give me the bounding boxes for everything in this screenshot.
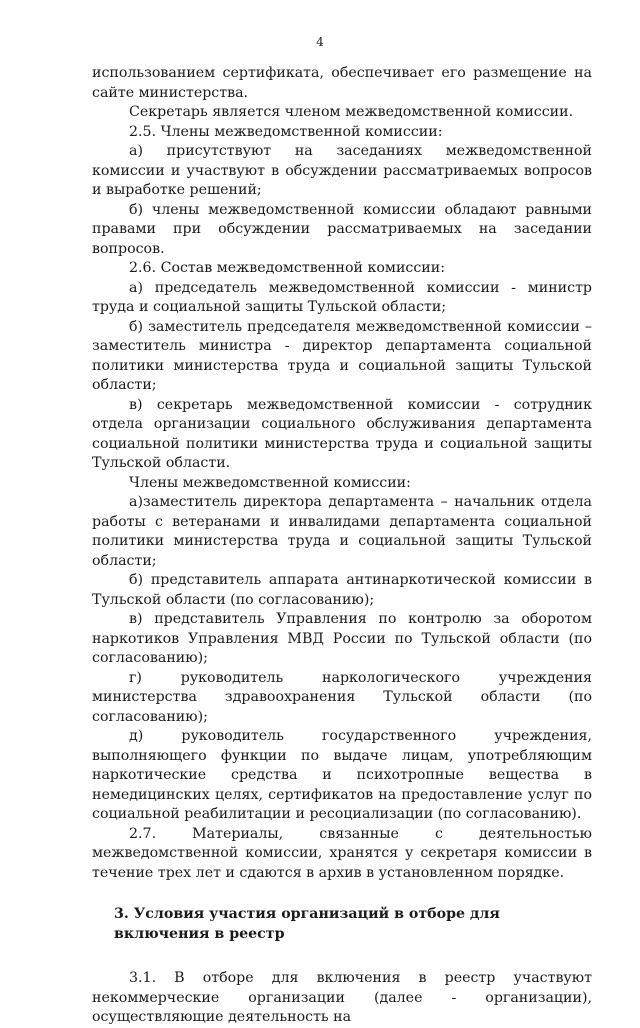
paragraph: в) секретарь межведомственной комиссии - сотрудник отдела организации социального обслуживания департамента социальной политики министерства труда и социальной защиты Тульской области. [92, 396, 592, 471]
paragraph: б) представитель аппарата антинаркотической комиссии в Тульской области (по согласованию); [92, 572, 592, 608]
paragraph: а) присутствуют на заседаниях межведомственной комиссии и участвуют в обсуждении рассматриваемых вопросов и выработке решений; [92, 143, 592, 198]
section-3-text [92, 969, 592, 1028]
paragraph: 2.5. Члены межведомственной комиссии: [129, 123, 443, 140]
paragraph: б) члены межведомственной комиссии обладают равными правами при обсуждении рассматриваемых на заседании вопросов. [92, 201, 592, 257]
paragraph: г) руководитель наркологического учреждения министерства здравоохранения Тульской области (по согласованию); [92, 669, 592, 725]
paragraph: 2.6. Состав межведомственной комиссии: [129, 260, 445, 276]
paragraph: в) представитель Управления по контролю за оборотом наркотиков Управления МВД России по Тульской области (по согласованию); [92, 611, 592, 666]
paragraph: 3.1. В отборе для включения в реестр участвуют некоммерческие организации (далее - организации), осуществляющие деятельность на [92, 970, 592, 1025]
page-number: 4 [316, 35, 324, 49]
section-2-text [92, 64, 592, 883]
paragraph: Секретарь является членом межведомственной комиссии. [129, 104, 574, 120]
paragraph: 2.7. Материалы, связанные с деятельностью межведомственной комиссии, хранятся у секретаря комиссии в течение трех лет и сдаются в архив в установленном порядке. [92, 825, 592, 881]
section-3-heading: 3. Условия участия организаций в отборе для включения в реестр [114, 906, 500, 942]
document-body [92, 64, 592, 1028]
paragraph: д) руководитель государственного учреждения, выполняющего функции по выдаче лицам, употребляющим наркотические средства и психотропные вещества в немедицинских целях, сертификатов на предоставление услуг по социальной реабилитации и ресоциализации (по согласованию). [92, 728, 592, 822]
paragraph: б) заместитель председателя межведомственной комиссии – заместитель министра - директор департамента социальной политики министерства труда и социальной защиты Тульской области; [92, 318, 592, 393]
paragraph: а)заместитель директора департамента – начальник отдела работы с ветеранами и инвалидами департамента социальной политики министерства труда и социальной защиты Тульской области; [92, 494, 592, 569]
paragraph: а) председатель межведомственной комиссии - министр труда и социальной защиты Тульской области; [92, 279, 592, 315]
paragraph: использованием сертификата, обеспечивает его размещение на сайте министерства. [92, 65, 592, 101]
paragraph: Члены межведомственной комиссии: [129, 474, 411, 491]
